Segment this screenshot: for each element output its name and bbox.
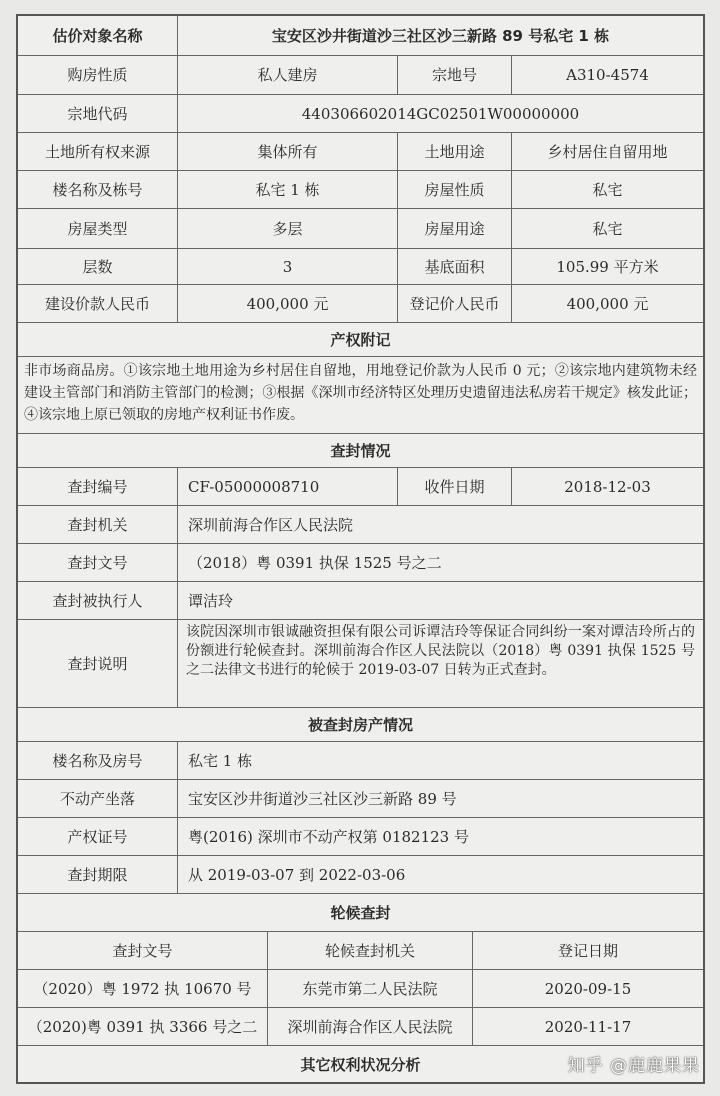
table-row bbox=[18, 95, 703, 133]
cell-label: 宗地代码 bbox=[18, 95, 178, 132]
table-row bbox=[18, 506, 703, 544]
waiting-date: 2020-11-17 bbox=[544, 1017, 632, 1036]
property-notes-text: 非市场商品房。①该宗地土地用途为乡村居住自留地，用地登记价款为人民币 0 元；②该宗地内建筑物未经建设主管部门和消防主管部门的检测；③根据《深圳市经济特区处理历史遗留违法私房若干规定》核发此证；④该宗地上原已领取的房地产权利证书作废。 bbox=[18, 357, 703, 434]
cell-label: 查封文号 bbox=[18, 544, 178, 581]
table-row bbox=[18, 468, 703, 506]
section-title-other-rights: 其它权利状况分析 bbox=[300, 1055, 421, 1074]
table-row bbox=[18, 1008, 703, 1046]
cell-label: 土地用途 bbox=[398, 133, 512, 170]
cell-label: 建设价款人民币 bbox=[18, 285, 178, 322]
waiting-doc: （2020)粤 0391 执 3366 号之二 bbox=[18, 1008, 268, 1045]
cell-label: 楼名称及房号 bbox=[18, 742, 178, 779]
seizure-description: 该院因深圳市银诚融资担保有限公司诉谭洁玲等保证合同纠纷一案对谭洁玲所占的份额进行轮候查封。深圳前海合作区人民法院以（2018）粤 0391 执保 1525 号之二法律文书进行的轮候于 2019-03-07 日转为正式查封。 bbox=[186, 624, 695, 678]
seizure-no: CF-05000008710 bbox=[178, 468, 398, 505]
table-row bbox=[18, 171, 703, 209]
cell-value: A310-4574 bbox=[566, 66, 649, 84]
cell-label: 宗地号 bbox=[398, 56, 512, 94]
cell-label: 房屋类型 bbox=[18, 209, 178, 248]
seized-location: 宝安区沙井街道沙三社区沙三新路 89 号 bbox=[188, 789, 457, 808]
cell-value: 3 bbox=[178, 249, 398, 284]
cell-value: 105.99 平方米 bbox=[556, 257, 659, 276]
cell-value: 集体所有 bbox=[178, 133, 398, 170]
waiting-org: 深圳前海合作区人民法院 bbox=[268, 1008, 473, 1045]
cell-label: 查封期限 bbox=[18, 856, 178, 893]
cell-label: 房屋性质 bbox=[398, 171, 512, 208]
table-row bbox=[18, 582, 703, 620]
cell-label: 购房性质 bbox=[18, 56, 178, 94]
table-row bbox=[18, 780, 703, 818]
cell-label: 不动产坐落 bbox=[18, 780, 178, 817]
cell-label: 查封被执行人 bbox=[18, 582, 178, 619]
column-header: 查封文号 bbox=[18, 932, 268, 969]
table-row bbox=[18, 856, 703, 894]
cell-label: 层数 bbox=[18, 249, 178, 284]
cell-value: 乡村居住自留用地 bbox=[547, 142, 668, 161]
seizure-doc: （2018）粤 0391 执保 1525 号之二 bbox=[188, 553, 442, 572]
table-row bbox=[18, 970, 703, 1008]
valuation-table bbox=[16, 14, 705, 1084]
cell-label: 房屋用途 bbox=[398, 209, 512, 248]
cell-label: 收件日期 bbox=[398, 468, 512, 505]
cell-value: 私宅 1 栋 bbox=[178, 171, 398, 208]
section-title-seizure: 查封情况 bbox=[18, 434, 703, 468]
seized-cert: 粤(2016) 深圳市不动产权第 0182123 号 bbox=[188, 827, 469, 846]
watermark: 知乎 @鹿鹿果果 bbox=[567, 1056, 700, 1076]
header-label: 估价对象名称 bbox=[18, 16, 178, 55]
header-row bbox=[18, 16, 703, 56]
table-row bbox=[18, 56, 703, 95]
cell-label: 楼名称及栋号 bbox=[18, 171, 178, 208]
section-title-property-notes: 产权附记 bbox=[18, 323, 703, 357]
column-header: 登记日期 bbox=[557, 941, 618, 960]
cell-label: 登记价人民币 bbox=[398, 285, 512, 322]
cell-label: 查封编号 bbox=[18, 468, 178, 505]
cell-label: 查封说明 bbox=[18, 620, 178, 707]
table-row bbox=[18, 620, 703, 708]
cell-value: 440306602014GC02501W00000000 bbox=[301, 104, 580, 123]
table-row bbox=[18, 133, 703, 171]
cell-label: 产权证号 bbox=[18, 818, 178, 855]
table-row bbox=[18, 209, 703, 249]
table-row bbox=[18, 742, 703, 780]
section-title-seized-property: 被查封房产情况 bbox=[18, 708, 703, 742]
seized-period: 从 2019-03-07 到 2022-03-06 bbox=[188, 865, 406, 884]
cell-label: 基底面积 bbox=[398, 249, 512, 284]
table-row bbox=[18, 285, 703, 323]
seizure-date: 2018-12-03 bbox=[564, 477, 651, 496]
cell-value: 多层 bbox=[178, 209, 398, 248]
waiting-org: 东莞市第二人民法院 bbox=[268, 970, 473, 1007]
cell-value: 私人建房 bbox=[178, 56, 398, 94]
cell-value: 私宅 bbox=[592, 219, 623, 238]
seized-building: 私宅 1 栋 bbox=[188, 751, 253, 770]
table-row bbox=[18, 249, 703, 285]
seizure-person: 谭洁玲 bbox=[188, 591, 234, 610]
waiting-header-row bbox=[18, 932, 703, 970]
waiting-date: 2020-09-15 bbox=[544, 979, 632, 998]
seizure-org: 深圳前海合作区人民法院 bbox=[188, 515, 354, 534]
column-header: 轮候查封机关 bbox=[268, 932, 473, 969]
cell-label: 土地所有权来源 bbox=[18, 133, 178, 170]
header-value: 宝安区沙井街道沙三社区沙三新路 89 号私宅 1 栋 bbox=[271, 26, 610, 45]
table-row bbox=[18, 818, 703, 856]
cell-value: 私宅 bbox=[592, 180, 623, 199]
cell-value: 400,000 元 bbox=[178, 285, 398, 322]
table-row bbox=[18, 544, 703, 582]
section-title-waiting-seizure: 轮候查封 bbox=[18, 894, 703, 932]
cell-label: 查封机关 bbox=[18, 506, 178, 543]
cell-value: 400,000 元 bbox=[566, 294, 649, 313]
waiting-doc: （2020）粤 1972 执 10670 号 bbox=[18, 970, 268, 1007]
